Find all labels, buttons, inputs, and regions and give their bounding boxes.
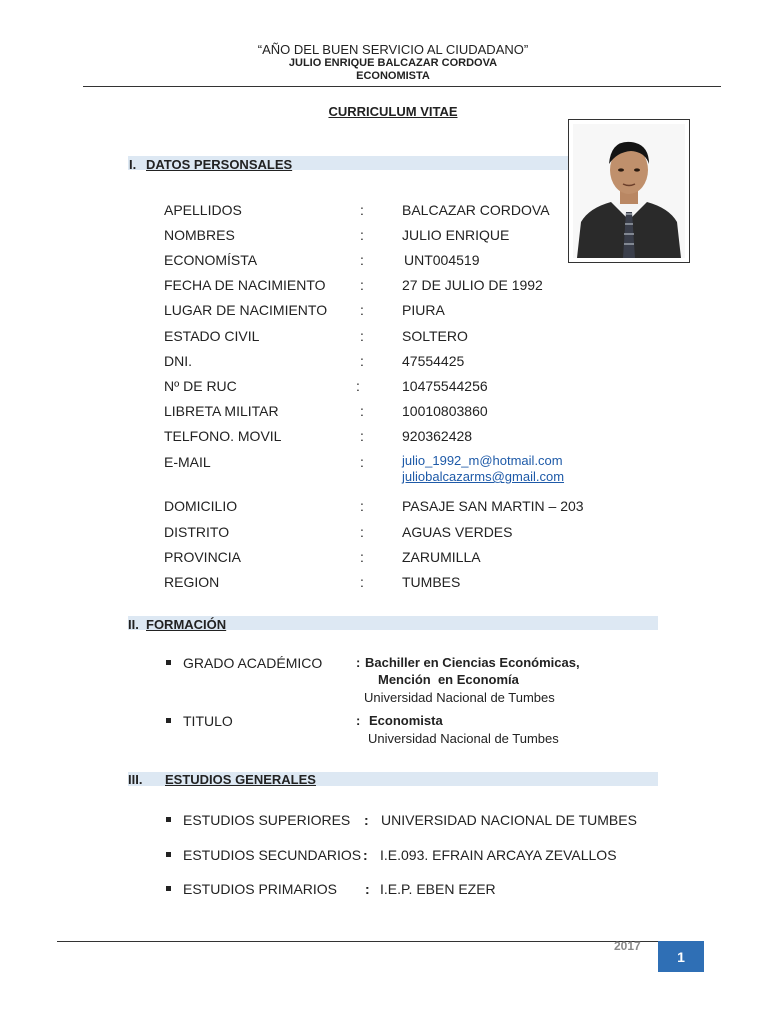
colon: :	[356, 378, 360, 394]
region-value: TUMBES	[402, 574, 461, 590]
estudios-primarios-value: I.E.P. EBEN EZER	[380, 881, 496, 897]
colon: :	[364, 812, 369, 828]
section-3-number: III.	[128, 772, 143, 787]
libreta-militar-value: 10010803860	[402, 403, 488, 419]
bullet-icon	[166, 852, 171, 857]
lugar-nacimiento-value: PIURA	[402, 302, 445, 318]
estudios-primarios-label: ESTUDIOS PRIMARIOS	[183, 881, 338, 897]
colon: :	[360, 353, 364, 369]
email-hotmail-link[interactable]: julio_1992_m@hotmail.com	[402, 453, 563, 468]
email-label: E-MAIL	[164, 454, 211, 470]
distrito-value: AGUAS VERDES	[402, 524, 513, 540]
ruc-value: 10475544256	[402, 378, 488, 394]
fecha-nacimiento-label: FECHA DE NACIMIENTO	[164, 277, 326, 293]
colon: :	[356, 655, 361, 670]
email-gmail-link[interactable]: juliobalcazarms@gmail.com	[402, 469, 565, 484]
estado-civil-value: SOLTERO	[402, 328, 468, 344]
colon: :	[360, 428, 364, 444]
telefono-label: TELFONO. MOVIL	[164, 428, 282, 444]
header-slogan: “AÑO DEL BUEN SERVICIO AL CIUDADANO”	[257, 42, 529, 57]
telefono-value: 920362428	[402, 428, 473, 444]
header-profession: ECONOMISTA	[356, 70, 430, 82]
estudios-secundarios-value: I.E.093. EFRAIN ARCAYA ZEVALLOS	[380, 847, 617, 863]
colon: :	[365, 881, 370, 897]
colon: :	[360, 328, 364, 344]
estudios-secundarios-label: ESTUDIOS SECUNDARIOS	[183, 847, 362, 863]
grado-academico-mencion: Mención en Economía	[378, 672, 519, 687]
colon: :	[360, 252, 364, 268]
domicilio-value: PASAJE SAN MARTIN – 203	[402, 498, 584, 514]
section-1-number: I.	[129, 157, 137, 172]
economista-label: ECONOMÍSTA	[164, 252, 258, 268]
section-2-title: FORMACIÓN	[146, 617, 227, 632]
region-label: REGION	[164, 574, 220, 590]
colon: :	[360, 202, 364, 218]
colon: :	[360, 549, 364, 565]
colon: :	[360, 227, 364, 243]
bullet-icon	[166, 718, 171, 723]
apellidos-value: BALCAZAR CORDOVA	[402, 202, 550, 218]
section-2-number: II.	[128, 617, 139, 632]
header-name: JULIO ENRIQUE BALCAZAR CORDOVA	[288, 57, 498, 69]
document-title: CURRICULUM VITAE	[328, 104, 458, 119]
estudios-superiores-value: UNIVERSIDAD NACIONAL DE TUMBES	[381, 812, 637, 828]
titulo-universidad: Universidad Nacional de Tumbes	[368, 731, 559, 746]
distrito-label: DISTRITO	[164, 524, 230, 540]
colon: :	[360, 454, 364, 470]
fecha-nacimiento-value: 27 DE JULIO DE 1992	[402, 277, 543, 293]
bullet-icon	[166, 660, 171, 665]
provincia-label: PROVINCIA	[164, 549, 242, 565]
section-3-title: ESTUDIOS GENERALES	[165, 772, 316, 787]
colon: :	[360, 302, 364, 318]
dni-label: DNI.	[164, 353, 192, 369]
footer-divider	[57, 941, 703, 942]
header-divider	[83, 86, 721, 87]
lugar-nacimiento-label: LUGAR DE NACIMIENTO	[164, 302, 328, 318]
estudios-superiores-label: ESTUDIOS SUPERIORES	[183, 812, 351, 828]
domicilio-label: DOMICILIO	[164, 498, 238, 514]
bullet-icon	[166, 886, 171, 891]
person-portrait-icon	[569, 120, 689, 262]
provincia-value: ZARUMILLA	[402, 549, 481, 565]
section-1-title: DATOS PERSONSALES	[146, 157, 293, 172]
libreta-militar-label: LIBRETA MILITAR	[164, 403, 279, 419]
colon: :	[360, 403, 364, 419]
bullet-icon	[166, 817, 171, 822]
titulo-value: Economista	[369, 713, 443, 728]
nombres-label: NOMBRES	[164, 227, 235, 243]
nombres-value: JULIO ENRIQUE	[402, 227, 510, 243]
colon: :	[360, 277, 364, 293]
economista-value: UNT004519	[404, 252, 480, 268]
apellidos-label: APELLIDOS	[164, 202, 242, 218]
colon: :	[356, 713, 361, 728]
colon: :	[360, 524, 364, 540]
titulo-label: TITULO	[183, 713, 233, 729]
colon: :	[360, 574, 364, 590]
colon: :	[360, 498, 364, 514]
footer-year: 2017	[614, 939, 641, 953]
estado-civil-label: ESTADO CIVIL	[164, 328, 260, 344]
grado-academico-label: GRADO ACADÉMICO	[183, 655, 323, 671]
ruc-label: Nº DE RUC	[164, 378, 237, 394]
dni-value: 47554425	[402, 353, 465, 369]
colon: :	[363, 847, 368, 863]
profile-photo	[568, 119, 690, 263]
grado-academico-universidad: Universidad Nacional de Tumbes	[364, 690, 555, 705]
grado-academico-value: Bachiller en Ciencias Económicas,	[365, 655, 580, 670]
page-number: 1	[658, 941, 704, 972]
